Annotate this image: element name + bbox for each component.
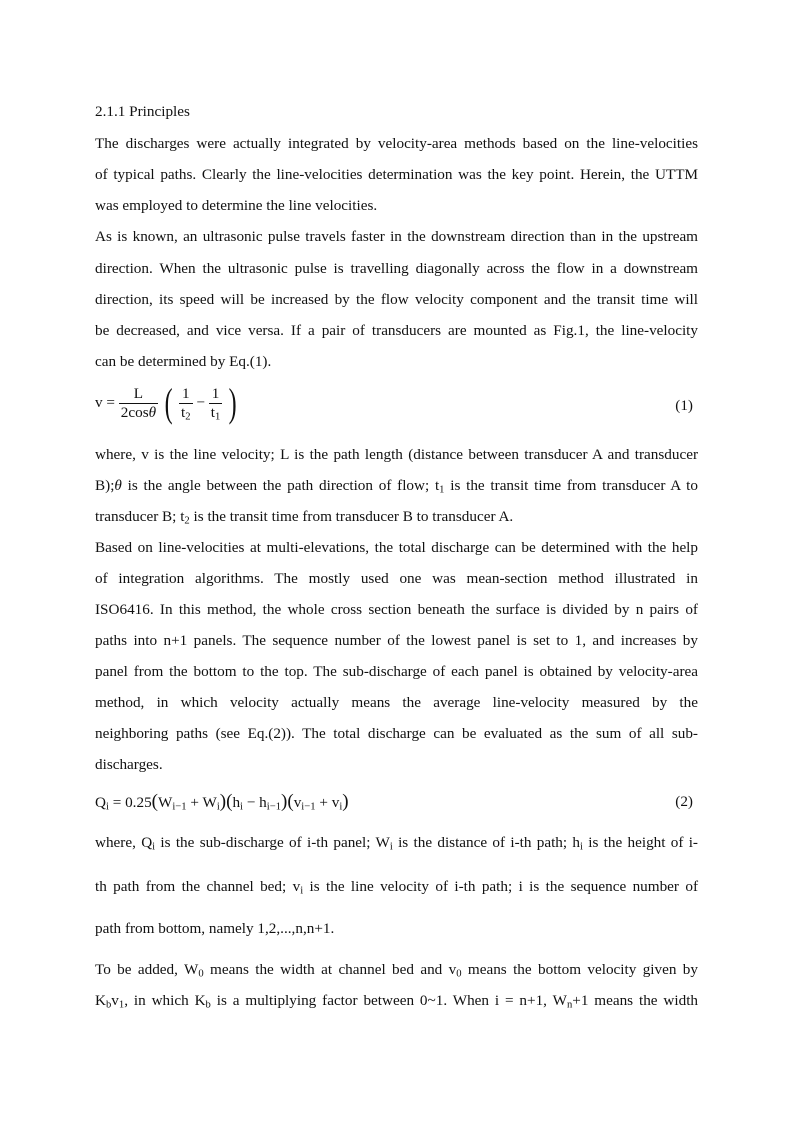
equation-2: $Q_i = 0.25(W_{i-1} + W_i)(h_i - h_{i-1})(v_{i-1} + v_i)$ (2) [95,791,693,813]
paragraph-line: paths into n+1 panels. The sequence number of the lowest panel is set to 1, and increases by [95,632,698,649]
eq1-right-paren: ) [228,380,237,425]
paragraph-line: Based on line-velocities at multi-elevations, the total discharge can be determined with the help [95,539,698,556]
paragraph-line: To be added, $W_0$ means the width at channel bed and $v_0$ means the bottom velocity given by [95,961,698,980]
paragraph-line: of typical paths. Clearly the line-velocities determination was the key point. Herein, the UTTM [95,166,698,183]
paragraph-line: of integration algorithms. The mostly used one was mean-section method illustrated in [95,570,698,587]
equation-number: (1) [675,397,693,414]
equation-number: (2) [675,793,693,810]
paragraph-line: panel from the bottom to the top. The sub-discharge of each panel is obtained by velocity-area [95,663,698,680]
paragraph-line: transducer B; $t_2$ is the transit time from transducer B to transducer A. [95,508,514,527]
section-heading: 2.1.1 Principles [95,103,190,120]
eq1-left-paren: ( [164,380,173,425]
paragraph-line: can be determined by Eq.(1). [95,353,272,370]
paragraph-line: th path from the channel bed; $v_i$ is the line velocity of i-th path; i is the sequence number of [95,878,698,897]
paragraph-line: path from bottom, namely 1,2,...,n,n+1. [95,920,335,937]
paragraph-line: be decreased, and vice versa. If a pair of transducers are mounted as Fig.1, the line-velocity [95,322,698,339]
paragraph-line: where, v is the line velocity; L is the path length (distance between transducer A and transducer [95,446,698,463]
paragraph-line: B);θ is the angle between the path direction of flow; $t_1$ is the transit time from transducer A to [95,477,698,496]
eq1-fraction-main: $\frac{L}{2\cos\theta}$ [120,384,157,421]
equation-1 [95,380,698,433]
paragraph-line: where, $Q_i$ is the sub-discharge of i-th panel; $W_i$ is the distance of i-th path; $h_i$ is the height of i- [95,834,698,853]
eq1-lhs: v = [95,394,115,411]
eq1-fraction-b: $\frac{1}{t_1}$ [210,384,221,423]
paragraph-line: discharges. [95,756,163,773]
eq1-fraction-a: $\frac{1}{t_2}$ [181,384,191,423]
paragraph-line: was employed to determine the line velocities. [95,197,378,214]
paragraph-line: neighboring paths (see Eq.(2)). The total discharge can be evaluated as the sum of all sub- [95,725,698,742]
eq1-minus: − [196,394,205,411]
paragraph-line: method, in which velocity actually means the average line-velocity measured by the [95,694,698,711]
paragraph-line: The discharges were actually integrated by velocity-area methods based on the line-velocities [95,135,698,152]
paragraph-line: direction, its speed will be increased by the flow velocity component and the transit time will [95,291,698,308]
paragraph-line: $K_bv_1$, in which $K_b$ is a multiplying factor between 0~1. When i = n+1, $W_n+1$ means the width [95,992,699,1011]
paragraph-line: direction. When the ultrasonic pulse is travelling diagonally across the flow in a downstream [95,260,698,277]
paragraph-line: ISO6416. In this method, the whole cross section beneath the surface is divided by n pairs of [95,601,698,618]
paragraph-line: As is known, an ultrasonic pulse travels faster in the downstream direction than in the upstream [95,228,698,245]
